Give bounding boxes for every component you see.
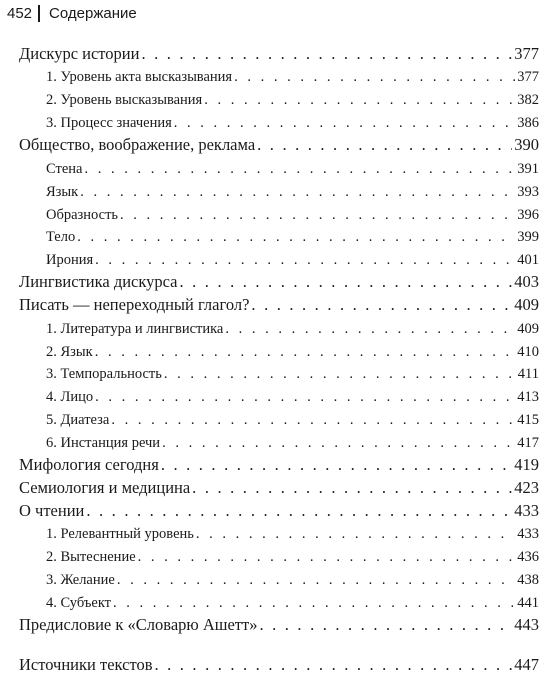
toc-entry-title: Предисловие к «Словарю Ашетт» xyxy=(19,614,258,634)
toc-subentry xyxy=(46,198,539,222)
dot-leader xyxy=(154,657,512,674)
toc-entry xyxy=(19,495,539,519)
toc-entry xyxy=(19,609,539,633)
toc-entry-page: 410 xyxy=(517,343,539,360)
toc-entry-title: 4. Лицо xyxy=(46,389,94,406)
toc-entry-page: 447 xyxy=(514,654,539,674)
toc-entry-title: 3. Желание xyxy=(46,572,115,589)
page-number: 452 xyxy=(7,4,33,22)
toc-entry-title: Ирония xyxy=(46,252,94,269)
toc-entry-title: Мифология сегодня xyxy=(19,454,159,474)
toc-subentry xyxy=(46,175,539,199)
toc-entry xyxy=(19,38,539,62)
toc-entry-page: 423 xyxy=(514,477,539,497)
toc-entry xyxy=(19,129,539,153)
toc-entry-page: 413 xyxy=(517,389,539,406)
toc-entry-page: 441 xyxy=(517,594,539,611)
toc-entry-title: 6. Инстанция речи xyxy=(46,435,161,451)
dot-leader xyxy=(257,137,512,154)
toc-entry-title: 4. Субъект xyxy=(46,594,112,611)
dot-leader xyxy=(192,480,512,497)
toc-subentry xyxy=(46,152,539,176)
dot-leader xyxy=(225,322,515,337)
toc-entry-page: 382 xyxy=(517,92,539,109)
toc-subentry xyxy=(46,541,539,565)
toc-entry-page: 396 xyxy=(517,206,539,223)
section-title: Содержание xyxy=(49,4,137,22)
toc-subentry xyxy=(46,564,539,588)
dot-leader xyxy=(80,185,515,200)
toc-entry-page: 377 xyxy=(517,69,539,86)
toc-subentry xyxy=(46,381,539,405)
dot-leader xyxy=(95,253,515,268)
toc-entry-page: 415 xyxy=(517,412,539,429)
toc-subentry xyxy=(46,358,539,382)
toc-subentry xyxy=(46,61,539,85)
dot-leader xyxy=(141,46,512,63)
toc-entry-page: 436 xyxy=(517,549,539,566)
dot-leader xyxy=(111,413,515,428)
toc-entry-title: О чтении xyxy=(19,500,85,520)
dot-leader xyxy=(138,550,516,565)
toc-entry-title: Образность xyxy=(46,206,119,223)
toc-entry-page: 401 xyxy=(517,252,539,269)
toc-entry-page: 411 xyxy=(517,366,539,383)
toc-entry-title: 2. Уровень высказывания xyxy=(46,92,203,109)
toc-entry-page: 433 xyxy=(517,526,539,543)
toc-entry-title: Лингвистика дискурса xyxy=(19,272,178,291)
toc-entry-title: 2. Вытеснение xyxy=(46,549,136,566)
toc-entry-page: 419 xyxy=(514,454,539,474)
toc-entry xyxy=(19,289,539,313)
toc-entry-title: 1. Релевантный уровень xyxy=(46,526,194,543)
toc-subentry xyxy=(46,335,539,359)
toc-entry xyxy=(19,649,539,673)
toc-entry-title: 1. Уровень акта высказывания xyxy=(46,69,233,86)
header-divider xyxy=(38,5,40,22)
toc-subentry xyxy=(46,107,539,131)
toc-entry-title: 3. Процесс значения xyxy=(46,115,172,132)
toc-subentry xyxy=(46,221,539,245)
toc-entry-page: 390 xyxy=(514,134,539,154)
toc-entry-page: 391 xyxy=(517,160,539,177)
toc-subentry xyxy=(46,84,539,108)
toc-entry-page: 433 xyxy=(514,500,539,520)
toc-entry-title: 3. Темпоральность xyxy=(46,366,162,383)
toc-entry-page: 417 xyxy=(517,435,539,451)
toc-entry-title: Писать — непереходный глагол? xyxy=(19,294,250,314)
toc-entry-page: 438 xyxy=(517,572,539,589)
toc-entry-title: 1. Литература и лингвистика xyxy=(46,320,224,337)
toc-entry-title: 5. Диатеза xyxy=(46,412,110,429)
toc-entry-page: 399 xyxy=(517,229,539,246)
toc-entry-title: Общество, воображение, реклама xyxy=(19,134,256,154)
toc-entry-page: 393 xyxy=(517,183,539,200)
toc-entry-page: 377 xyxy=(514,43,539,63)
toc-subentry xyxy=(46,518,539,542)
dot-leader xyxy=(86,503,512,520)
dot-leader xyxy=(164,367,516,382)
toc-entry-title: Источники текстов xyxy=(19,654,153,674)
toc-subentry xyxy=(46,427,539,451)
toc-entry-page: 403 xyxy=(514,272,539,291)
toc-subentry xyxy=(46,312,539,336)
toc-entry-page: 409 xyxy=(517,320,539,337)
toc-subentry xyxy=(46,244,539,268)
toc-entry-page: 386 xyxy=(517,115,539,132)
toc-entry-page: 409 xyxy=(514,294,539,314)
toc-subentry xyxy=(46,404,539,428)
toc-entry xyxy=(19,449,539,473)
dot-leader xyxy=(113,596,515,611)
toc-entry xyxy=(19,267,539,291)
toc-subentry xyxy=(46,586,539,610)
dot-leader xyxy=(204,93,515,108)
dot-leader xyxy=(77,230,515,245)
dot-leader xyxy=(180,274,513,291)
dot-leader xyxy=(161,457,512,474)
dot-leader xyxy=(251,297,512,314)
toc-entry-title: Дискурс истории xyxy=(19,43,140,63)
toc-entry-title: Язык xyxy=(46,183,79,200)
running-head xyxy=(7,2,137,24)
toc-entry-title: Тело xyxy=(46,229,76,246)
toc-entry-title: 2. Язык xyxy=(46,343,93,360)
toc-entry xyxy=(19,472,539,496)
dot-leader xyxy=(259,617,512,634)
toc-entry-page: 443 xyxy=(514,614,539,634)
toc-entry-title: Семиология и медицина xyxy=(19,477,191,497)
toc-entry-title: Стена xyxy=(46,160,83,177)
